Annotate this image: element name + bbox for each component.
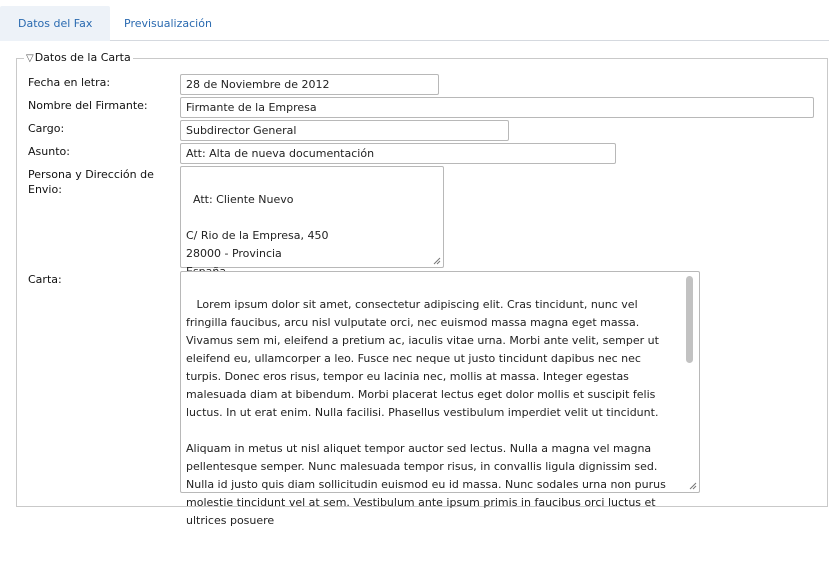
resize-grip-icon[interactable] bbox=[688, 481, 697, 490]
cargo-label: Cargo: bbox=[28, 122, 65, 135]
firmante-field[interactable] bbox=[180, 97, 814, 118]
tab-bar bbox=[0, 0, 829, 41]
cargo-field[interactable] bbox=[180, 120, 509, 141]
persona-text: Att: Cliente Nuevo C/ Rio de la Empresa, 450 28000 - Provincia bbox=[186, 193, 329, 260]
carta-scrollbar[interactable] bbox=[686, 276, 693, 363]
resize-grip-icon[interactable] bbox=[432, 256, 441, 265]
firmante-label: Nombre del Firmante: bbox=[28, 99, 148, 112]
fieldset-legend[interactable] bbox=[24, 51, 133, 66]
carta-label: Carta: bbox=[28, 273, 62, 286]
carta-text: Lorem ipsum dolor sit amet, consectetur adipiscing elit. Cras tincidunt, nunc vel fringilla faucibus, arcu nisl vulputate orci, nec euismod massa magna eget massa. Vivamus sem mi, eleifend a pretium ac, iaculis vitae urna. Morbi ante velit, semper ut eleifend eu, ullamcorper a leo. Fusce nec neque ut justo tincidunt dapibus nec nec turpis. Donec eros risus, tempor eu lacinia nec, mollis at massa. Integer egestas malesuada diam at bibendum. Morbi placerat lectus eget dolor mollis et suscipit felis luctus. In ut erat enim. Nulla facilisi. Phasellus vestibulum imperdiet velit ut tincidunt. Aliquam in metus ut nisl aliquet tempor auctor sed lectus. Nulla a magna vel magna pellentesque semper. Nunc malesuada tempor risus, in convallis ligula dignissim sed. Nulla id justo quis diam sollicitudin euismod eu id massa. Nunc sodales urna non purus molestie tincidunt vel at sem. Vestibulum ante ipsum primis in faucibus orci luctus et ultrices posuere bbox=[186, 298, 666, 527]
persona-textarea[interactable] bbox=[180, 166, 444, 268]
carta-textarea[interactable] bbox=[180, 271, 700, 527]
fieldset-legend-label: Datos de la Carta bbox=[34, 51, 131, 64]
triangle-down-icon[interactable]: ▽ bbox=[26, 53, 34, 64]
persona-label: Persona y Dirección de Envio: bbox=[28, 168, 154, 196]
tab-previsualizacion[interactable]: Previsualización bbox=[124, 17, 212, 30]
asunto-label: Asunto: bbox=[28, 145, 70, 158]
fecha-field[interactable] bbox=[180, 74, 439, 95]
asunto-field[interactable] bbox=[180, 143, 616, 164]
tab-datos-del-fax[interactable]: Datos del Fax bbox=[0, 6, 110, 41]
fecha-label: Fecha en letra: bbox=[28, 76, 111, 89]
